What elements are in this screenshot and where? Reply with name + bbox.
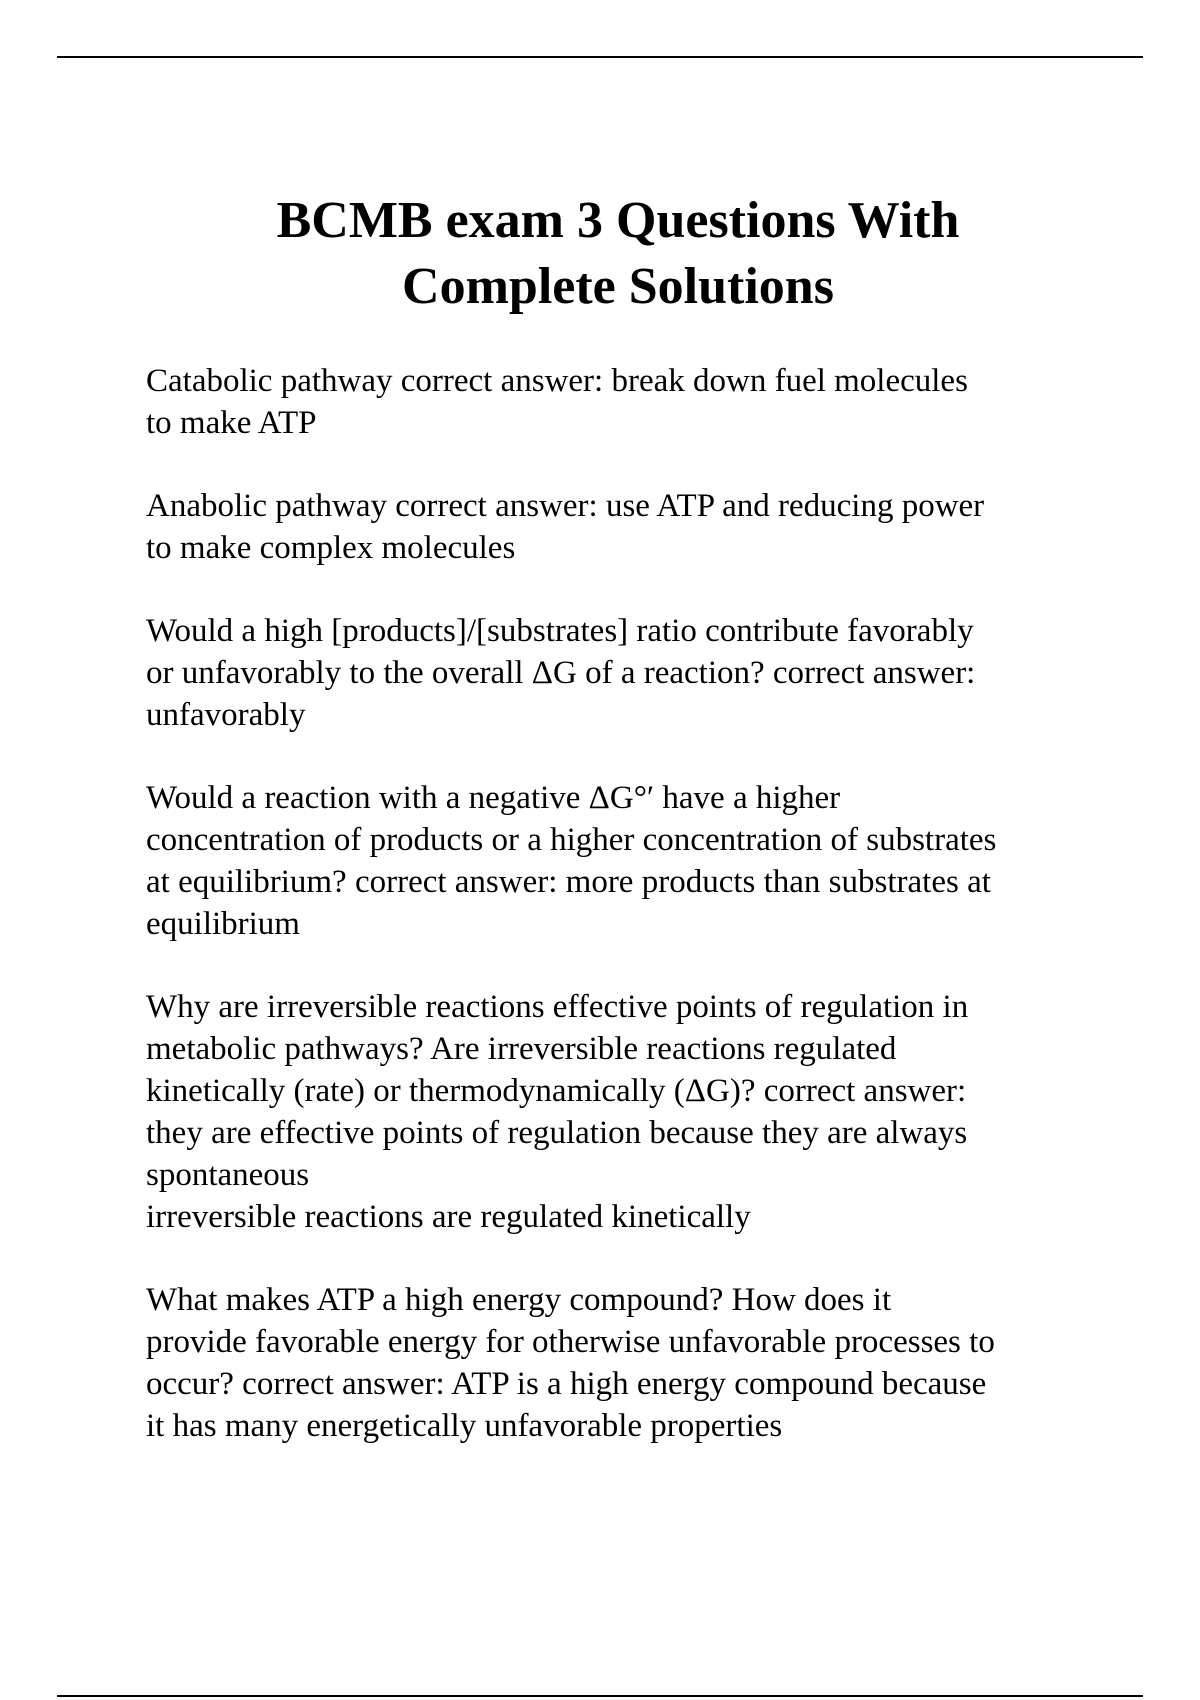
qa-item-irreversible-reactions: Why are irreversible reactions effective points of regulation in metabolic pathways? Are irreversible reactions regulated kinetically (rate) or thermodynamically (ΔG)? correct answer: they are effective points of regulation because they are always spontaneous irreversible reactions are regulated kinetically	[146, 989, 969, 1235]
qa-item-products-ratio: Would a high [products]/[substrates] ratio contribute favorably or unfavorably to the overall ΔG of a reaction? correct answer: unfavorably	[146, 613, 976, 733]
title-line-2: Complete Solutions	[402, 258, 834, 315]
qa-item-anabolic: Anabolic pathway correct answer: use ATP and reducing power to make complex molecules	[146, 488, 985, 566]
qa-item-negative-delta-g: Would a reaction with a negative ΔG°′ have a higher concentration of products or a higher concentration of substrates at equilibrium? correct answer: more products than substrates at equilibrium	[146, 780, 997, 942]
bottom-rule	[57, 1695, 1143, 1697]
document-title	[0, 188, 1200, 320]
title-line-1: BCMB exam 3 Questions With	[276, 192, 960, 249]
qa-item-atp-high-energy: What makes ATP a high energy compound? How does it provide favorable energy for otherwise unfavorable processes to occur? correct answer: ATP is a high energy compound because it has many energetically unfavorable properties	[146, 1282, 995, 1444]
qa-item-catabolic: Catabolic pathway correct answer: break down fuel molecules to make ATP	[146, 363, 968, 441]
qa-list	[146, 360, 1106, 1488]
top-rule	[57, 56, 1143, 58]
